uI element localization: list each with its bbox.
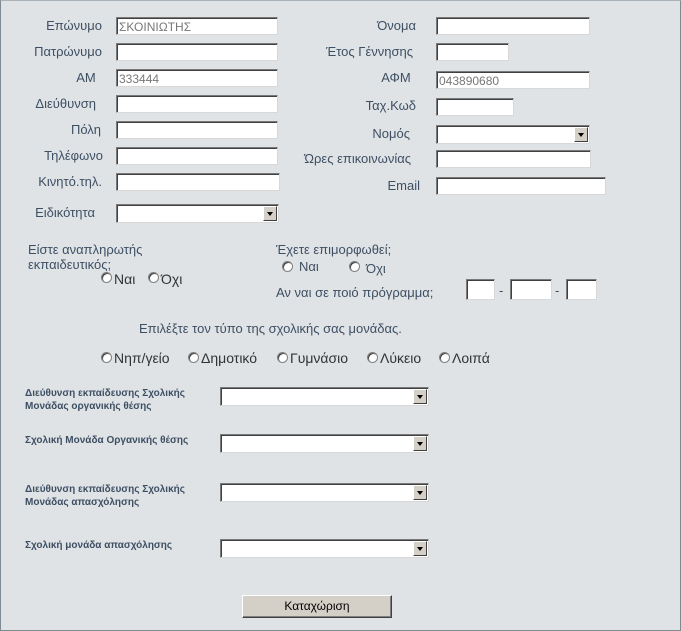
directorate-employment-label-line1: Διεύθυνση εκπαίδευσης Σχολικής bbox=[25, 484, 185, 495]
chevron-down-icon[interactable] bbox=[413, 541, 427, 556]
school-employment-select[interactable] bbox=[220, 539, 429, 558]
school-type-label: Γυμνάσιο bbox=[290, 350, 349, 366]
city-input[interactable] bbox=[116, 121, 278, 139]
program-part1-input[interactable] bbox=[466, 279, 495, 300]
substitute-question-line2: εκπαιδευτικός; bbox=[28, 257, 112, 272]
school-type-radio[interactable] bbox=[367, 352, 378, 363]
am-input[interactable]: 333444 bbox=[116, 69, 278, 87]
program-part3-input[interactable] bbox=[566, 279, 597, 300]
surname-input[interactable]: ΣΚΟΙΝΙΩΤΗΣ bbox=[116, 17, 278, 35]
submit-button[interactable]: Καταχώριση bbox=[242, 595, 392, 618]
school-type-label: Νηπ/γείο bbox=[114, 350, 170, 366]
afm-input[interactable]: 043890680 bbox=[436, 71, 590, 89]
email-label: Email bbox=[387, 178, 420, 193]
chevron-down-icon[interactable] bbox=[413, 485, 427, 500]
directorate-permanent-label bbox=[25, 387, 185, 413]
school-type-radio[interactable] bbox=[439, 352, 450, 363]
phone-input[interactable] bbox=[116, 147, 278, 165]
directorate-permanent-label-line1: Διεύθυνση εκπαίδευσης Σχολικής bbox=[25, 388, 185, 399]
email-input[interactable] bbox=[436, 177, 606, 195]
phone-label: Τηλέφωνο bbox=[44, 148, 103, 163]
school-permanent-label: Σχολική Μονάδα Οργανικής θέσης bbox=[25, 435, 189, 446]
school-type-label: Λοιπά bbox=[452, 350, 490, 366]
directorate-permanent-label-line2: Μονάδας οργανικής θέσης bbox=[25, 401, 152, 412]
directorate-permanent-select[interactable] bbox=[220, 387, 429, 406]
program-part2-input[interactable] bbox=[510, 279, 552, 300]
am-label: ΑΜ bbox=[76, 70, 96, 85]
chevron-down-icon[interactable] bbox=[574, 127, 588, 142]
substitute-yes-radio[interactable] bbox=[101, 272, 112, 283]
substitute-question-line1: Είστε αναπληρωτής bbox=[28, 242, 143, 257]
address-input[interactable] bbox=[116, 95, 278, 113]
school-employment-label: Σχολική μονάδα απασχόλησης bbox=[25, 540, 173, 551]
surname-label: Επώνυμο bbox=[46, 18, 102, 33]
city-label: Πόλη bbox=[70, 122, 102, 137]
birth-year-input[interactable] bbox=[436, 43, 509, 61]
school-type-label: Δημοτικό bbox=[201, 350, 258, 366]
chevron-down-icon[interactable] bbox=[413, 436, 427, 451]
specialty-select[interactable] bbox=[116, 204, 279, 223]
substitute-no-radio[interactable] bbox=[148, 272, 159, 283]
program-label: Αν ναι σε ποιό πρόγραμμα; bbox=[276, 285, 434, 300]
substitute-no-label: Όχι bbox=[161, 271, 183, 287]
specialty-label: Ειδικότητα bbox=[35, 205, 95, 220]
trained-question: Έχετε επιμορφωθεί; bbox=[276, 242, 392, 257]
school-type-radio[interactable] bbox=[277, 352, 288, 363]
mobile-label: Κινητό.τηλ. bbox=[38, 174, 102, 189]
mobile-input[interactable] bbox=[116, 173, 280, 191]
afm-label: ΑΦΜ bbox=[381, 70, 411, 85]
school-type-radio[interactable] bbox=[101, 352, 112, 363]
school-type-prompt: Επιλέξτε τον τύπο της σχολικής σας μονάδας. bbox=[139, 321, 402, 336]
directorate-employment-select[interactable] bbox=[220, 483, 429, 502]
father-name-input[interactable] bbox=[116, 43, 278, 61]
directorate-employment-label bbox=[25, 483, 185, 509]
birth-year-label: Έτος Γέννησης bbox=[326, 44, 413, 59]
trained-yes-radio[interactable] bbox=[282, 261, 293, 272]
prefecture-select[interactable] bbox=[436, 125, 590, 144]
program-separator: - bbox=[499, 283, 504, 298]
school-type-label: Λύκειο bbox=[380, 350, 422, 366]
directorate-employment-label-line2: Μονάδας απασχόλησης bbox=[25, 497, 140, 508]
substitute-yes-label: Ναι bbox=[114, 271, 136, 287]
prefecture-label: Νομός bbox=[372, 126, 410, 141]
contact-hours-input[interactable] bbox=[436, 150, 591, 168]
first-name-input[interactable] bbox=[436, 17, 590, 35]
chevron-down-icon[interactable] bbox=[413, 389, 427, 404]
address-label: Διεύθυνση bbox=[35, 96, 96, 111]
postal-code-label: Ταχ.Κωδ bbox=[365, 98, 416, 113]
father-name-label: Πατρώνυμο bbox=[34, 44, 102, 59]
first-name-label: Όνομα bbox=[377, 18, 416, 33]
school-permanent-select[interactable] bbox=[220, 434, 429, 453]
trained-no-radio[interactable] bbox=[349, 261, 360, 272]
program-separator: - bbox=[555, 283, 560, 298]
postal-code-input[interactable] bbox=[436, 98, 514, 116]
trained-yes-label: Ναι bbox=[299, 259, 319, 274]
trained-no-label: Όχι bbox=[366, 261, 386, 276]
school-type-radio[interactable] bbox=[188, 352, 199, 363]
contact-hours-label: Ώρες επικοινωνίας bbox=[304, 151, 411, 166]
chevron-down-icon[interactable] bbox=[263, 206, 277, 221]
